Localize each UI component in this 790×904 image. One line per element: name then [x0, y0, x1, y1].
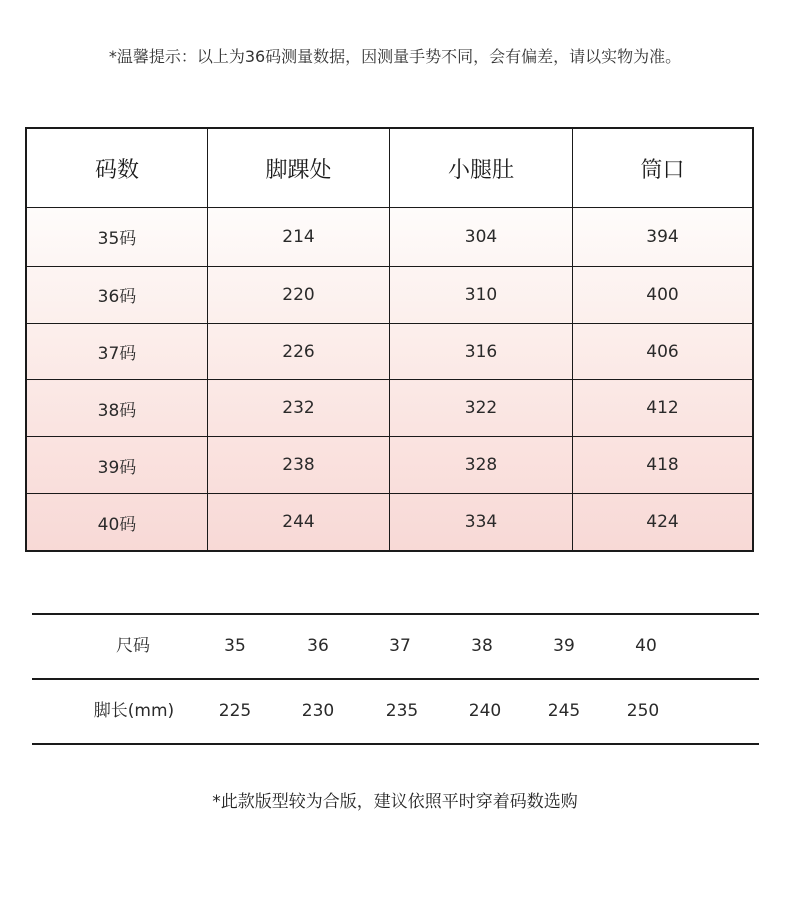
header-opening: 筒口 — [573, 128, 754, 208]
cell-opening: 424 — [573, 494, 754, 551]
foot-length-label: 脚长(mm) — [93, 701, 175, 721]
cell-calf: 316 — [390, 323, 573, 380]
table-row — [26, 323, 753, 380]
cell-ankle: 214 — [208, 208, 390, 267]
size-row — [32, 615, 759, 678]
divider — [32, 743, 759, 745]
measurement-tip: *温馨提示：以上为36码测量数据，因测量手势不同，会有偏差，请以实物为准。 — [108, 47, 682, 66]
cell-opening: 412 — [573, 380, 754, 437]
cell-opening: 406 — [573, 323, 754, 380]
size-value: 35 — [224, 636, 246, 656]
size-value: 39 — [553, 636, 575, 656]
cell-calf: 310 — [390, 266, 573, 323]
cell-ankle: 232 — [208, 380, 390, 437]
cell-opening: 400 — [573, 266, 754, 323]
cell-calf: 328 — [390, 437, 573, 494]
table-header-row — [26, 128, 753, 208]
foot-length-value: 240 — [468, 701, 502, 721]
cell-calf: 334 — [390, 494, 573, 551]
cell-size: 38码 — [26, 380, 208, 437]
cell-calf: 322 — [390, 380, 573, 437]
table-row — [26, 437, 753, 494]
size-row-label: 尺码 — [116, 636, 150, 656]
foot-length-value: 250 — [626, 701, 660, 721]
cell-ankle: 238 — [208, 437, 390, 494]
cell-size: 36码 — [26, 266, 208, 323]
cell-opening: 418 — [573, 437, 754, 494]
cell-size: 40码 — [26, 494, 208, 551]
table-row — [26, 380, 753, 437]
cell-size: 35码 — [26, 208, 208, 267]
cell-size: 37码 — [26, 323, 208, 380]
cell-ankle: 244 — [208, 494, 390, 551]
cell-opening: 394 — [573, 208, 754, 267]
foot-length-value: 235 — [385, 701, 419, 721]
size-chart-table — [25, 127, 754, 552]
foot-length-table — [32, 613, 759, 745]
size-value: 37 — [389, 636, 411, 656]
size-value: 36 — [307, 636, 329, 656]
size-value: 38 — [471, 636, 493, 656]
header-size: 码数 — [26, 128, 208, 208]
table-row — [26, 494, 753, 551]
foot-length-value: 225 — [218, 701, 252, 721]
cell-calf: 304 — [390, 208, 573, 267]
fit-note: *此款版型较为合版，建议依照平时穿着码数选购 — [212, 792, 578, 812]
header-ankle: 脚踝处 — [208, 128, 390, 208]
cell-ankle: 220 — [208, 266, 390, 323]
header-calf: 小腿肚 — [390, 128, 573, 208]
foot-length-row — [32, 680, 759, 743]
table-row — [26, 266, 753, 323]
foot-length-value: 245 — [547, 701, 581, 721]
table-row — [26, 208, 753, 267]
foot-length-value: 230 — [301, 701, 335, 721]
cell-ankle: 226 — [208, 323, 390, 380]
size-value: 40 — [635, 636, 657, 656]
cell-size: 39码 — [26, 437, 208, 494]
